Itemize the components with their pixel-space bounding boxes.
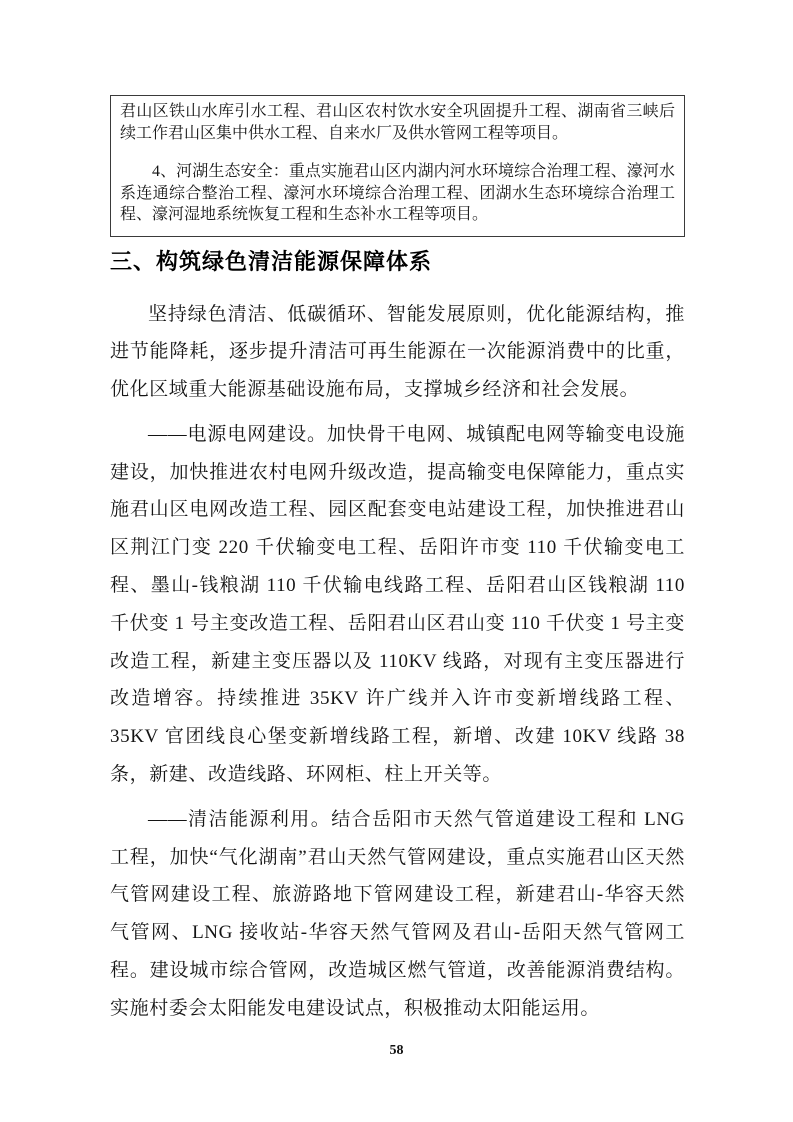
section-heading: 三、构筑绿色清洁能源保障体系 bbox=[110, 248, 433, 274]
page-number: 58 bbox=[389, 1043, 404, 1058]
page-content bbox=[110, 0, 685, 1028]
body-paragraph-clean-energy: ——清洁能源利用。结合岳阳市天然气管道建设工程和 LNG 工程，加快“气化湖南”君山天然气管网建设，重点实施君山区天然气管网建设工程、旅游路地下管网建设工程，新建君山-华容天然气管网、LNG 接收站-华容天然气管网及君山-岳阳天然气管网工程。建设城市综合管网，改造城区燃气管道，改善能源消费结构。实施村委会太阳能发电建设试点，积极推动太阳能运用。 bbox=[110, 808, 685, 1019]
bordered-callout-box bbox=[110, 95, 685, 237]
callout-paragraph-continued: 君山区铁山水库引水工程、君山区农村饮水安全巩固提升工程、湖南省三峡后续工作君山区集中供水工程、自来水厂及供水管网工程等项目。 bbox=[120, 103, 675, 142]
body-paragraph-power-grid: ——电源电网建设。加快骨干电网、城镇配电网等输变电设施建设，加快推进农村电网升级改造，提高输变电保障能力，重点实施君山区电网改造工程、园区配套变电站建设工程，加快推进君山区荆江门变 220 千伏输变电工程、岳阳许市变 110 千伏输变电工程、墨山-钱粮湖 110 千伏输电线路工程、岳阳君山区钱粮湖 110 千伏变 1 号主变改造工程、岳阳君山区君山变 110 千伏变 1 号主变改造工程，新建主变压器以及 110KV 线路，对现有主变压器进行改造增容。持续推进 35KV 许广线并入许市变新增线路工程、35KV 官团线良心堡变新增线路工程，新增、改建 10KV 线路 38 条，新建、改造线路、环网柜、柱上开关等。 bbox=[110, 423, 685, 786]
body-paragraph-intro: 坚持绿色清洁、低碳循环、智能发展原则，优化能源结构，推进节能降耗，逐步提升清洁可再生能源在一次能源消费中的比重，优化区域重大能源基础设施布局，支撑城乡经济和社会发展。 bbox=[110, 303, 685, 401]
callout-paragraph-river-lake-safety: 4、河湖生态安全：重点实施君山区内湖内河水环境综合治理工程、濠河水系连通综合整治工程、濠河水环境综合治理工程、团湖水生态环境综合治理工程、濠河湿地系统恢复工程和生态补水工程等项目。 bbox=[120, 163, 675, 223]
